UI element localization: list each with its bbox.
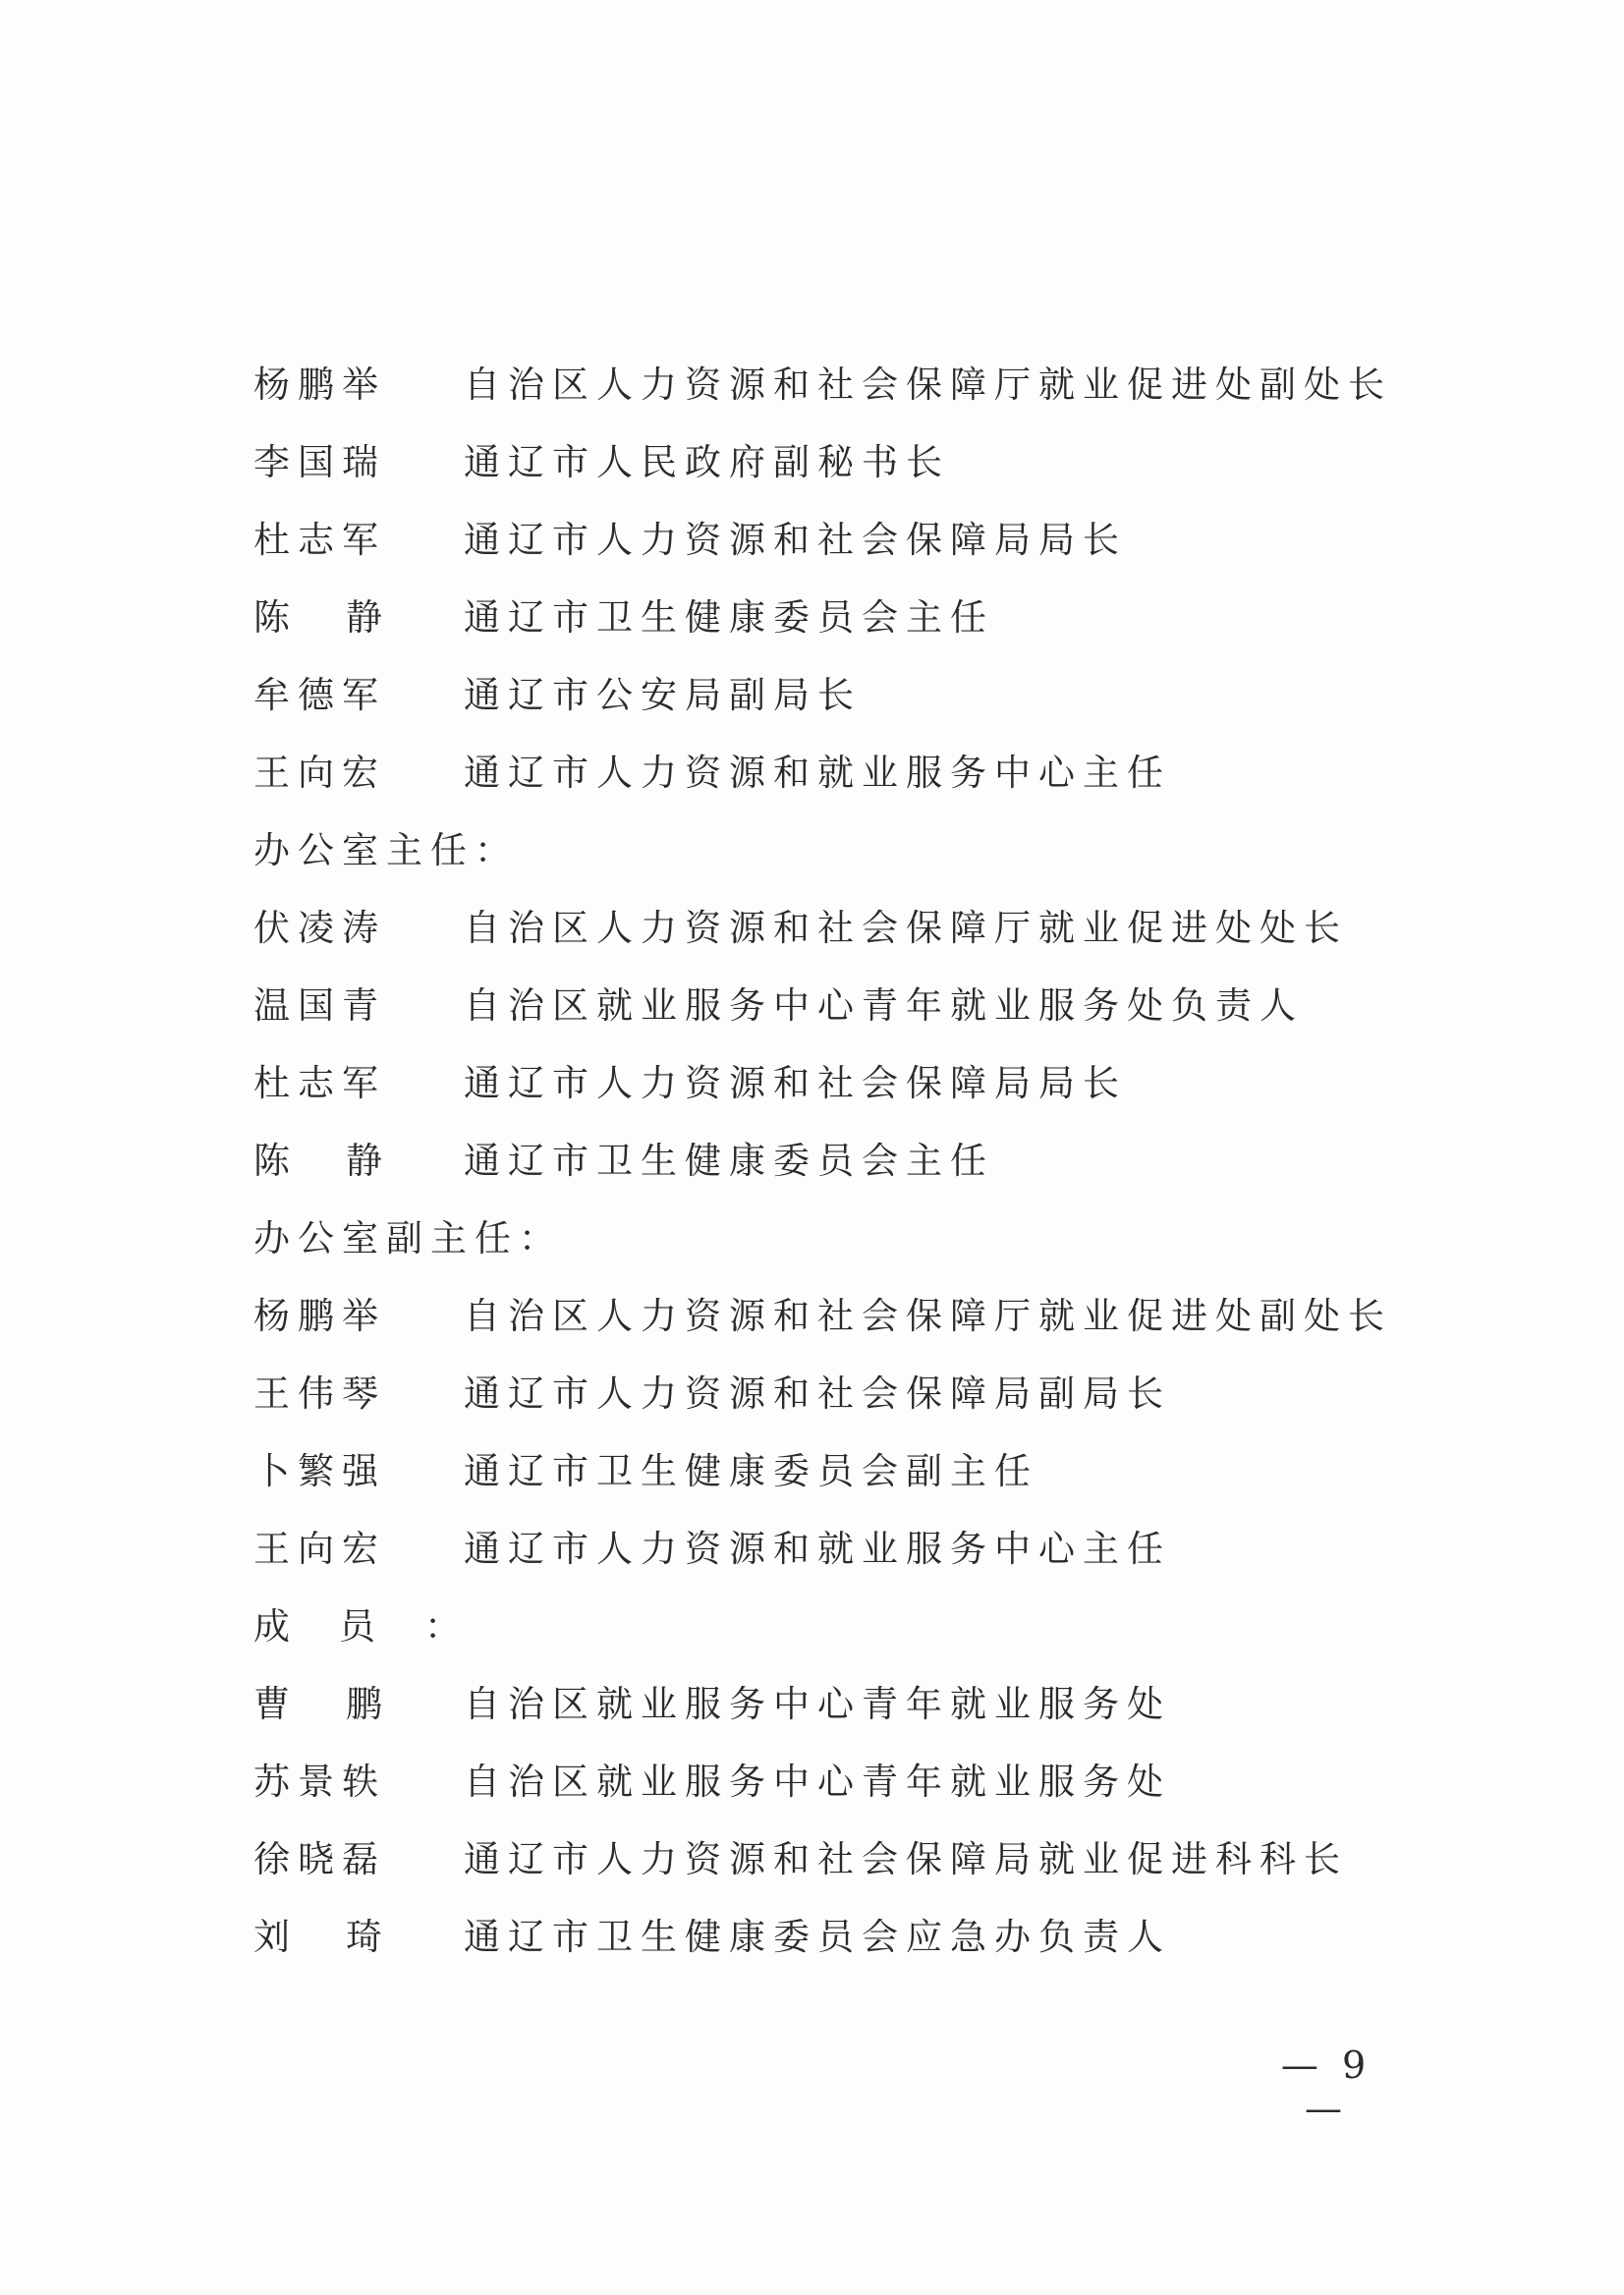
- member-name: 苏景轶: [253, 1761, 386, 1803]
- member-name: 杨鹏举: [253, 364, 386, 406]
- member-title: 自治区人力资源和社会保障厅就业促进处处长: [464, 907, 1348, 949]
- member-row: [253, 1743, 1432, 1820]
- member-title: 自治区就业服务中心青年就业服务处: [464, 1683, 1171, 1725]
- member-row: [253, 1820, 1432, 1898]
- member-row: [253, 1044, 1432, 1122]
- member-name: 温国青: [253, 984, 386, 1027]
- section-heading-office-deputy-director: 办公室副主任：: [253, 1217, 563, 1259]
- member-name: 陈静: [253, 1140, 438, 1182]
- member-name: 刘琦: [253, 1916, 438, 1958]
- member-row: [253, 1510, 1432, 1588]
- member-title: 通辽市卫生健康委员会主任: [464, 596, 994, 639]
- member-title: 通辽市人力资源和社会保障局副局长: [464, 1372, 1171, 1415]
- member-title: 通辽市公安局副局长: [464, 674, 862, 716]
- member-row: [253, 967, 1432, 1044]
- member-title: 通辽市人力资源和社会保障局局长: [464, 519, 1127, 561]
- member-row: [253, 656, 1432, 734]
- member-name: 杜志军: [253, 519, 386, 561]
- member-title: 通辽市人力资源和就业服务中心主任: [464, 1528, 1171, 1570]
- member-row: [253, 734, 1432, 812]
- member-row: [253, 423, 1432, 501]
- member-row: [253, 346, 1432, 423]
- member-list: [253, 346, 1432, 1976]
- member-title: 通辽市人力资源和社会保障局就业促进科科长: [464, 1838, 1348, 1880]
- member-title: 自治区人力资源和社会保障厅就业促进处副处长: [464, 364, 1392, 406]
- member-title: 自治区就业服务中心青年就业服务处: [464, 1761, 1171, 1803]
- member-name: 王向宏: [253, 752, 386, 794]
- member-title: 通辽市人民政府副秘书长: [464, 441, 950, 483]
- section-heading-members: 成员：: [253, 1605, 510, 1648]
- member-row: [253, 1277, 1432, 1355]
- member-row: [253, 1355, 1432, 1432]
- member-row: [253, 1665, 1432, 1743]
- member-row: [253, 1122, 1432, 1200]
- member-name: 王向宏: [253, 1528, 386, 1570]
- member-name: 王伟琴: [253, 1372, 386, 1415]
- member-name: 陈静: [253, 596, 438, 639]
- member-title: 自治区就业服务中心青年就业服务处负责人: [464, 984, 1304, 1027]
- member-title: 通辽市卫生健康委员会应急办负责人: [464, 1916, 1171, 1958]
- member-row: [253, 1898, 1432, 1976]
- page-number: — 9 —: [1280, 2043, 1372, 2130]
- member-title: 通辽市人力资源和就业服务中心主任: [464, 752, 1171, 794]
- member-name: 牟德军: [253, 674, 386, 716]
- member-name: 李国瑞: [253, 441, 386, 483]
- member-name: 伏凌涛: [253, 907, 386, 949]
- member-name: 曹鹏: [253, 1683, 438, 1725]
- member-title: 自治区人力资源和社会保障厅就业促进处副处长: [464, 1295, 1392, 1337]
- member-title: 通辽市卫生健康委员会副主任: [464, 1450, 1038, 1492]
- member-name: 杜志军: [253, 1062, 386, 1104]
- member-name: 杨鹏举: [253, 1295, 386, 1337]
- member-name: 徐晓磊: [253, 1838, 386, 1880]
- member-row: [253, 889, 1432, 967]
- member-row: [253, 501, 1432, 579]
- member-title: 通辽市人力资源和社会保障局局长: [464, 1062, 1127, 1104]
- member-row: [253, 579, 1432, 656]
- section-heading-office-director: 办公室主任：: [253, 829, 519, 871]
- member-title: 通辽市卫生健康委员会主任: [464, 1140, 994, 1182]
- member-row: [253, 1432, 1432, 1510]
- member-name: 卜繁强: [253, 1450, 386, 1492]
